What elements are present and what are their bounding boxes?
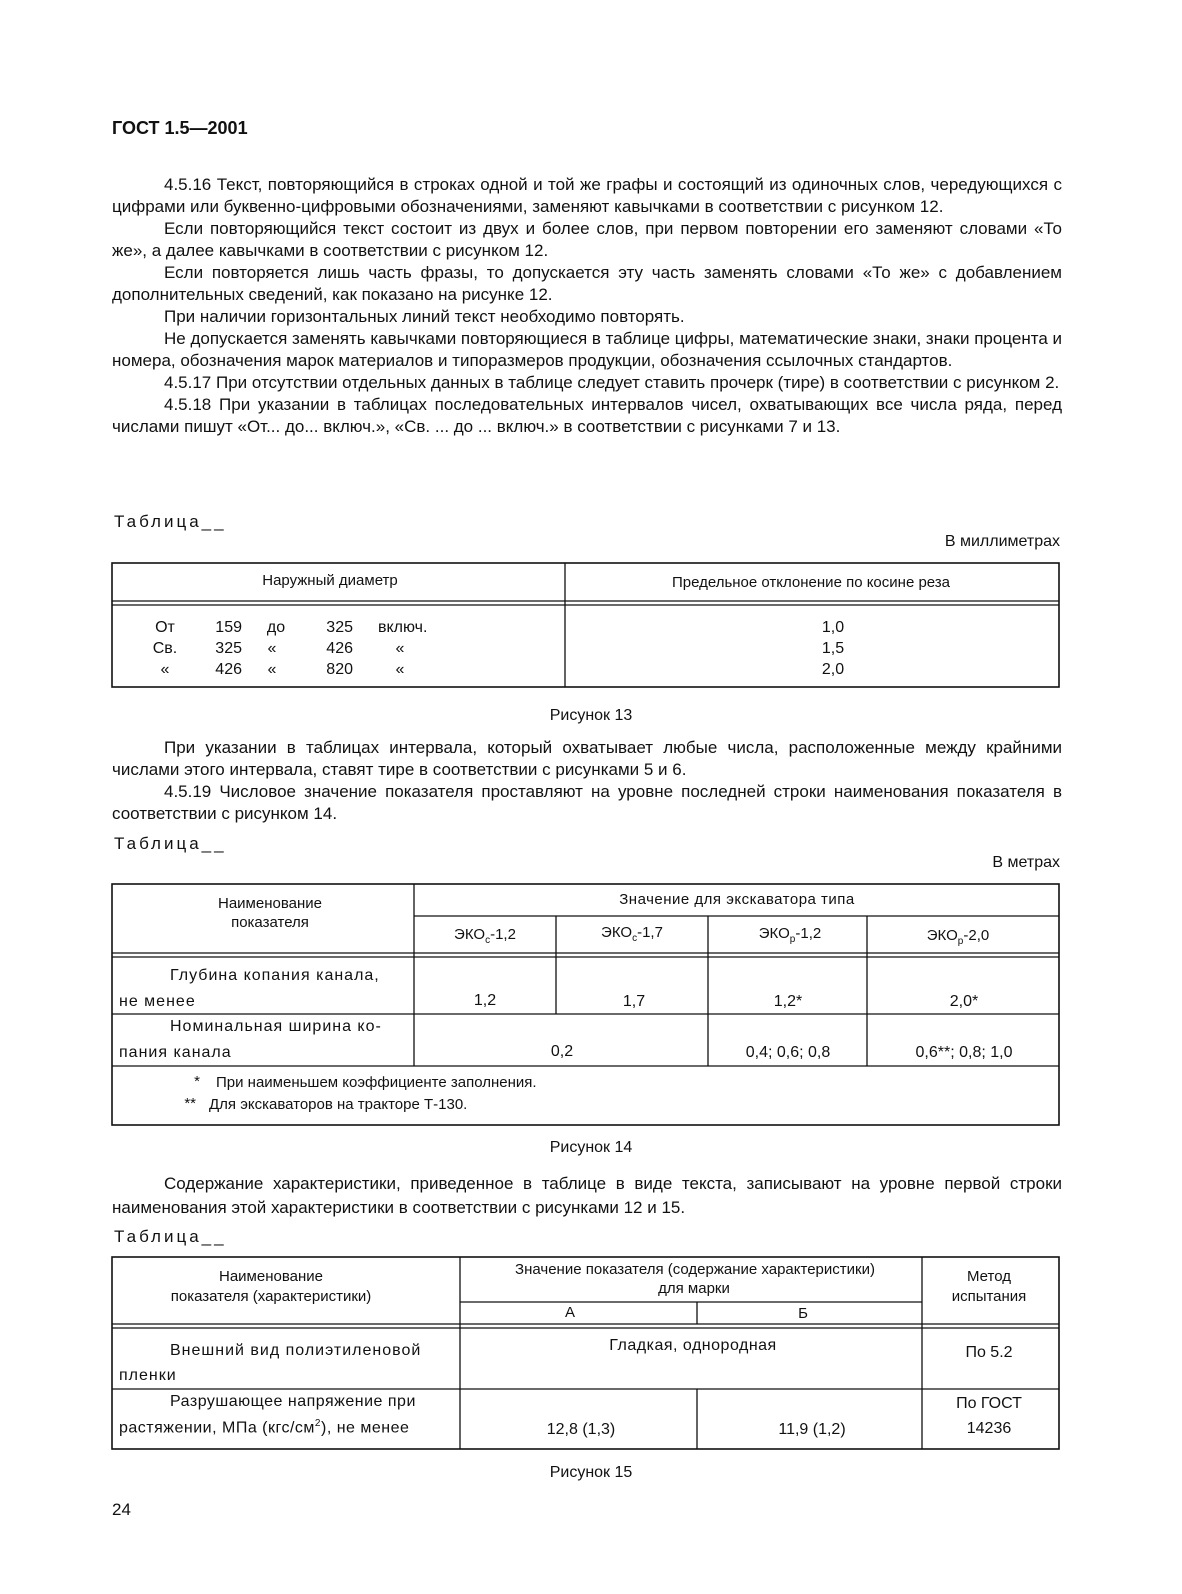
paragraph: При указании в таблицах интервала, который охватывает любые числа, расположенные между крайними числами этого интервала, ставят тире в соответствии с рисунками 5 и 6. — [112, 738, 1062, 779]
paragraph: Если повторяется лишь часть фразы, то допускается эту часть заменять словами «То же» с добавлением дополнительных сведений, как показано на рисунке 12. — [112, 263, 1062, 304]
document-header: ГОСТ 1.5—2001 — [112, 118, 248, 138]
footnote-mark: * — [194, 1073, 200, 1090]
table15-header-method-line1: Метод — [967, 1268, 1011, 1285]
table14-header-group: Значение для экскаватора типа — [619, 891, 855, 908]
table13-cell: От — [155, 619, 175, 636]
table14-type-header — [759, 925, 821, 945]
table14-footnote: Для экскаваторов на тракторе Т-130. — [209, 1096, 468, 1113]
type-sub: с — [485, 935, 491, 946]
type-base: ЭКО — [454, 926, 486, 943]
table13-cell: 1,0 — [821, 619, 845, 636]
table14-cell: 0,6**; 0,8; 1,0 — [915, 1044, 1013, 1061]
table-label: Таблица__ — [114, 512, 227, 531]
table13-cell: 159 — [215, 619, 242, 636]
table13-cell: 2,0 — [821, 661, 845, 678]
body-text-bottom — [112, 1172, 1062, 1220]
table15-row1-name-line2: пленки — [119, 1367, 177, 1384]
table15-header-name-line2: показателя (характеристики) — [170, 1288, 372, 1305]
table14-row2-name-line2: пания канала — [119, 1044, 232, 1061]
table13-cell: « — [160, 661, 170, 678]
type-base: ЭКО — [926, 927, 958, 944]
table14-cell: 0,2 — [550, 1043, 574, 1060]
type-base: ЭКО — [758, 925, 790, 942]
figure-caption: Рисунок 14 — [549, 1139, 633, 1156]
table14-cell: 0,4; 0,6; 0,8 — [745, 1044, 831, 1061]
table15-cell: По ГОСТ — [956, 1395, 1022, 1412]
figure-caption: Рисунок 15 — [549, 1464, 633, 1481]
table13-cell: 426 — [215, 661, 242, 678]
paragraph: 4.5.17 При отсутствии отдельных данных в таблице следует ставить прочерк (тире) в соответствии с рисунком 2. — [164, 373, 1060, 392]
table14-cell: 1,2* — [773, 993, 803, 1010]
table15-cell: 11,9 (1,2) — [778, 1421, 846, 1438]
paragraph: При наличии горизонтальных линий текст необходимо повторять. — [164, 307, 685, 326]
table13-cell: « — [395, 661, 405, 678]
paragraph: Не допускается заменять кавычками повторяющиеся в таблице цифры, математические знаки, знаки процента и номера, обозначения марок материалов и типоразмеров продукции, обозначения ссылочных стандартов. — [112, 329, 1063, 370]
table-label: Таблица__ — [114, 834, 227, 853]
paragraph: 4.5.18 При указании в таблицах последовательных интервалов чисел, охватывающих все числа ряда, перед числами пишут «От... до... включ.», «Св. ... до ... включ.» в соответствии с рисунками 7 и 13. — [112, 395, 1062, 436]
table13-cell: 325 — [326, 619, 353, 636]
table15-row2-name-line1: Разрушающее напряжение при — [170, 1393, 416, 1410]
table13-cell: « — [395, 640, 405, 657]
table14-header-name-line1: Наименование — [218, 895, 322, 912]
table-label: Таблица__ — [114, 1227, 227, 1246]
table13-cell: 426 — [326, 640, 353, 657]
table15-header-mark-a: А — [564, 1304, 576, 1321]
name-text: растяжении, МПа (кгс/см — [119, 1419, 315, 1437]
table-units: В миллиметрах — [944, 533, 1060, 550]
table15-header-method-line2: испытания — [951, 1288, 1027, 1305]
table15-cell: Гладкая, однородная — [609, 1337, 777, 1354]
table15-row1-name-line1: Внешний вид полиэтиленовой — [170, 1342, 422, 1359]
table14-row1-name-line1: Глубина копания канала, — [170, 967, 380, 984]
table14-type-header — [601, 924, 663, 944]
table13-cell: до — [266, 619, 286, 636]
table14-cell: 2,0* — [949, 993, 979, 1010]
table15-cell: По 5.2 — [965, 1344, 1013, 1361]
type-suffix: -1,7 — [637, 924, 663, 941]
table13-cell: « — [267, 640, 277, 657]
paragraph: Если повторяющийся текст состоит из двух и более слов, при первом повторении его заменяют словами «То же», а далее кавычками в соответствии с рисунком 12. — [112, 219, 1062, 260]
table14-row2-name-line1: Номинальная ширина ко- — [170, 1018, 382, 1035]
table15-header-name-line1: Наименование — [219, 1268, 323, 1285]
table14-type-header — [927, 927, 989, 947]
table14-header-name-line2: показателя — [231, 914, 309, 931]
name-text: ), не менее — [320, 1419, 410, 1437]
type-base: ЭКО — [601, 924, 633, 941]
type-suffix: -1,2 — [795, 925, 822, 942]
footnote-mark: ** — [184, 1095, 196, 1112]
paragraph: Содержание характеристики, приведенное в таблице в виде текста, записывают на уровне первой строки наименования этой характеристики в соответствии с рисунками 12 и 15. — [112, 1174, 1062, 1217]
table-units: В метрах — [992, 854, 1060, 871]
table15-cell: 14236 — [966, 1420, 1012, 1437]
type-sub: р — [789, 934, 796, 945]
body-text-middle — [112, 737, 1062, 825]
table13-cell: Св. — [152, 640, 178, 657]
table13-cell: 1,5 — [821, 640, 845, 657]
table14-footnote: При наименьшем коэффициенте заполнения. — [216, 1074, 537, 1091]
page-number: 24 — [112, 1500, 131, 1519]
table13-cell: включ. — [378, 619, 428, 636]
figure-caption: Рисунок 13 — [549, 707, 633, 724]
table13-cell: « — [267, 661, 277, 678]
table14-row1-name-line2: не менее — [119, 993, 196, 1010]
table14-cell: 1,7 — [622, 993, 646, 1010]
table15-header-value-line2: для марки — [658, 1280, 730, 1297]
table13-header-deviation: Предельное отклонение по косине реза — [671, 574, 951, 591]
table14-cell: 1,2 — [473, 992, 497, 1009]
table13-header-diameter: Наружный диаметр — [262, 572, 398, 589]
type-suffix: -1,2 — [490, 926, 516, 943]
table13-cell: 325 — [215, 640, 242, 657]
table14-type-header — [454, 926, 516, 946]
type-sub: р — [957, 936, 964, 947]
name-superscript: 2 — [314, 1418, 321, 1429]
table15-header-mark-b: Б — [798, 1305, 808, 1322]
type-sub: с — [632, 933, 638, 944]
table13-cell: 820 — [326, 661, 353, 678]
table15-header-value-line1: Значение показателя (содержание характеристики) — [515, 1261, 875, 1278]
type-suffix: -2,0 — [963, 927, 990, 944]
table15-row2-name-line2 — [119, 1418, 409, 1437]
paragraph: 4.5.16 Текст, повторяющийся в строках одной и той же графы и состоящий из одиночных слов, чередующихся с цифрами или буквенно-цифровыми обозначениями, заменяют кавычками в соответствии с рисунком 12. — [112, 175, 1062, 216]
table15-cell: 12,8 (1,3) — [546, 1421, 616, 1438]
paragraph: 4.5.19 Числовое значение показателя проставляют на уровне последней строки наименования показателя в соответствии с рисунком 14. — [112, 782, 1062, 823]
